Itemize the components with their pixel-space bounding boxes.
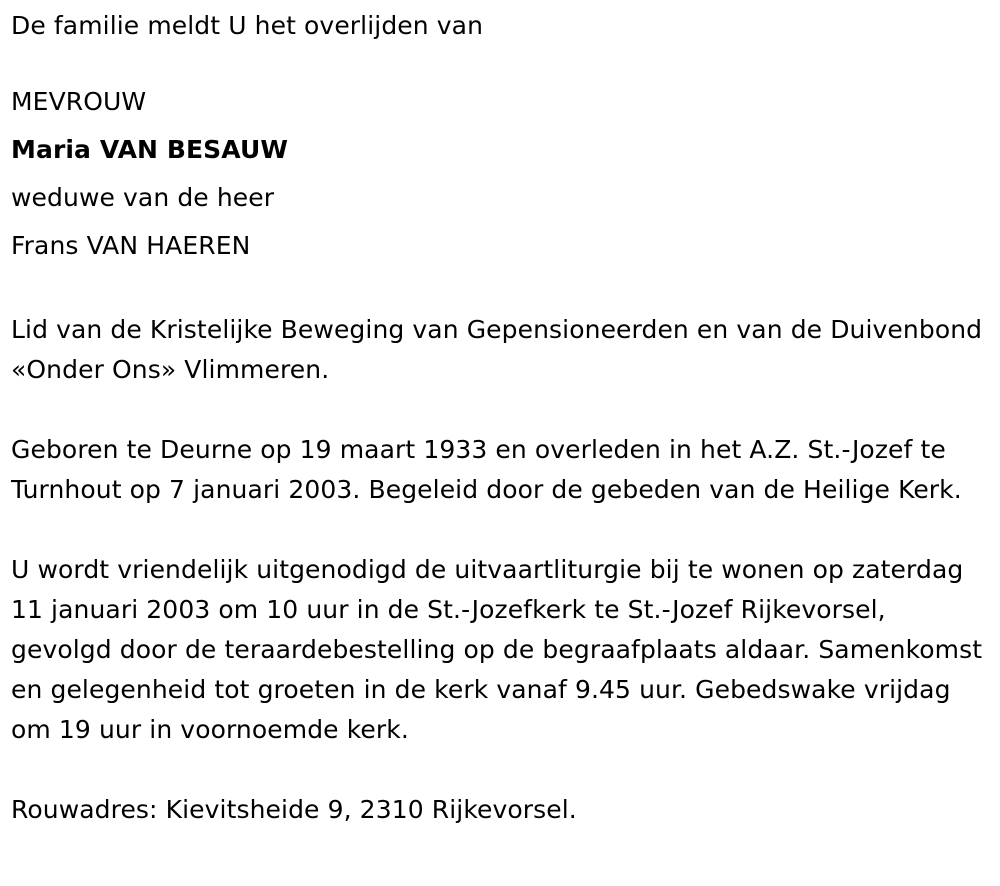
address-line: Rouwadres: Kievitsheide 9, 2310 Rijkevorsel.	[11, 795, 577, 824]
deceased-name: Maria VAN BESAUW	[11, 135, 289, 164]
funeral-paragraph: U wordt vriendelijk uitgenodigd de uitvaartliturgie bij te wonen op zaterdag 11 januari 2003 om 10 uur in de St.-Jozefkerk te St.-Jozef Rijkevorsel, gevolgd door de teraardebestelling op de begraafplaats aldaar. Samenkomst en gelegenheid tot groeten in de kerk vanaf 9.45 uur. Gebedswake vrijdag om 19 uur in voornoemde kerk.	[11, 555, 983, 744]
deceased-block	[11, 78, 991, 270]
spouse-name: Frans VAN HAEREN	[11, 231, 251, 260]
birth-death-paragraph: Geboren te Deurne op 19 maart 1933 en overleden in het A.Z. St.-Jozef te Turnhout op 7 januari 2003. Begeleid door de gebeden van de Heilige Kerk.	[11, 435, 962, 504]
membership-paragraph: Lid van de Kristelijke Beweging van Gepensioneerden en van de Duivenbond «Onder Ons» Vlimmeren.	[11, 315, 983, 384]
salutation: MEVROUW	[11, 87, 147, 116]
relation-line: weduwe van de heer	[11, 183, 275, 212]
death-notice	[11, 6, 991, 830]
intro-line: De familie meldt U het overlijden van	[11, 11, 484, 40]
